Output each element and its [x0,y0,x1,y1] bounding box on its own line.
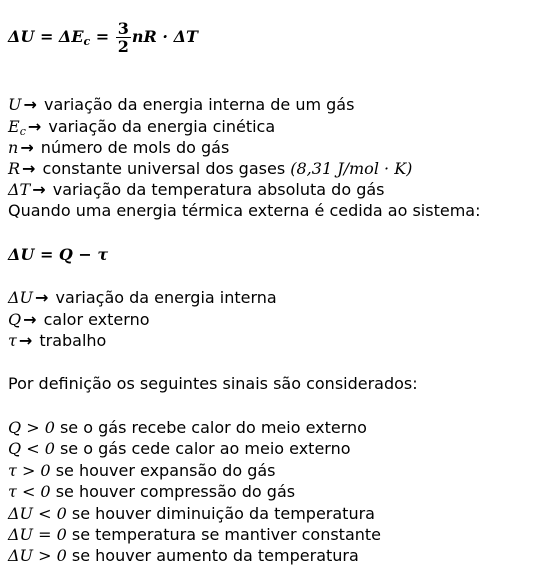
formula-energy-internal [8,19,198,56]
def-row-n [8,138,229,158]
fraction-three-halves [116,20,131,55]
sign-row [8,504,375,524]
def-symbol: E [8,117,20,136]
sentence-energy-ceded: Quando uma energia térmica externa é cedida ao sistema: [8,201,481,220]
def-row-R [8,159,412,179]
sign-text: se houver diminuição da temperatura [66,504,375,523]
right-arrow-icon: → [32,180,46,199]
right-arrow-icon: → [22,159,36,178]
def-text: número de mols do gás [35,138,230,157]
def-row-U [8,95,354,115]
def-text: constante universal dos gases [37,159,291,178]
sign-text: se houver expansão do gás [50,461,276,480]
sign-condition: ΔU = 0 [8,525,67,544]
right-arrow-icon: → [20,138,34,157]
def-row-Ec [8,117,275,137]
sign-row [8,482,295,502]
def-row-deltaT [8,180,384,200]
def-text: variação da energia cinética [43,117,276,136]
def2-row-Q [8,310,150,330]
sentence-sign-conventions: Por definição os seguintes sinais são considerados: [8,374,418,393]
sign-condition: Q < 0 [8,439,55,458]
sign-text: se o gás cede calor ao meio externo [54,439,351,458]
formula1-rhs: nR · ΔT [131,27,198,46]
sign-condition: ΔU < 0 [8,504,67,523]
sign-condition: ΔU > 0 [8,546,67,565]
def-symbol: τ [8,331,17,350]
def-units: (8,31 J/mol · K) [290,159,413,178]
formula1-eq: = [90,27,115,46]
sign-text: se houver compressão do gás [50,482,296,501]
sign-row [8,525,381,545]
sign-row [8,461,275,481]
def-symbol-sub: c [19,125,26,138]
right-arrow-icon: → [27,117,42,136]
def-text: variação da energia interna de um gás [38,95,355,114]
fraction-numerator: 3 [117,19,129,38]
def-text: variação da temperatura absoluta do gás [47,180,385,199]
def-text: trabalho [34,331,107,350]
right-arrow-icon: → [35,288,49,307]
sign-row [8,439,351,459]
sign-row [8,546,359,566]
sign-condition: τ < 0 [8,482,51,501]
def-symbol: n [8,138,19,157]
def-text: calor externo [38,310,150,329]
formula1-lhs: ΔU = ΔE [8,27,84,46]
sign-text: se temperatura se mantiver constante [66,525,382,544]
right-arrow-icon: → [18,331,33,350]
sign-row [8,418,367,438]
sign-condition: Q > 0 [8,418,55,437]
right-arrow-icon: → [23,95,37,114]
def-symbol: ΔT [8,180,31,199]
def-symbol: U [8,95,22,114]
formula1-lhs-sub: c [83,35,91,48]
right-arrow-icon: → [23,310,37,329]
sign-condition: τ > 0 [8,461,51,480]
def-symbol: R [8,159,21,178]
def-symbol: ΔU [8,288,34,307]
def-symbol: Q [8,310,22,329]
sign-text: se houver aumento da temperatura [66,546,359,565]
def-text: variação da energia interna [50,288,277,307]
fraction-denominator: 2 [117,37,129,56]
sign-text: se o gás recebe calor do meio externo [54,418,367,437]
def2-row-tau [8,331,106,351]
def2-row-deltaU [8,288,277,308]
formula-first-law: ΔU = Q − τ [8,245,109,264]
